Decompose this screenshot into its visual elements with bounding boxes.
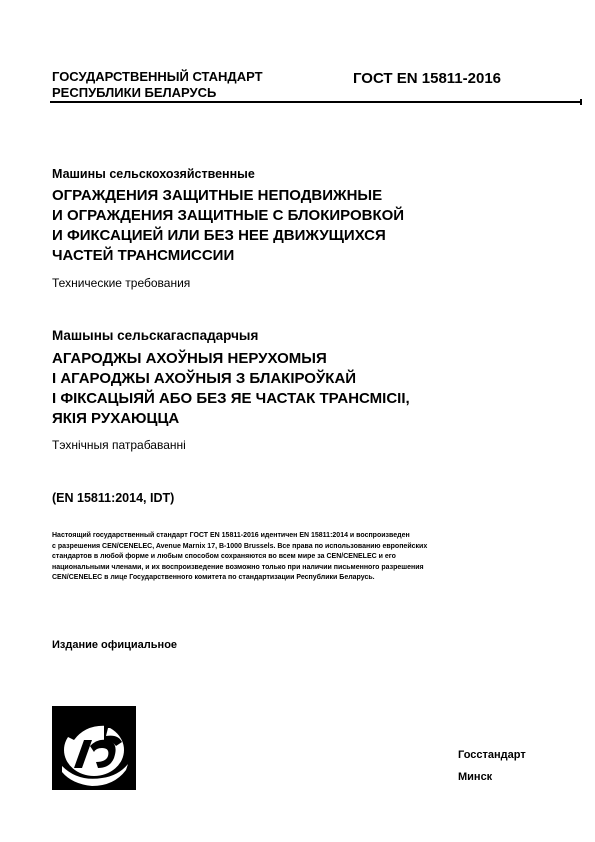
requirements-ru: Технические требования [52,276,191,290]
requirements-by: Тэхнічныя патрабаванні [52,438,186,452]
header-rule-tick [580,99,582,105]
title-ru: ОГРАЖДЕНИЯ ЗАЩИТНЫЕ НЕПОДВИЖНЫЕ И ОГРАЖДЕНИЯ ЗАЩИТНЫЕ С БЛОКИРОВКОЙ И ФИКСАЦИЕЙ ИЛИ БЕЗ НЕЕ ДВИЖУЩИХСЯ ЧАСТЕЙ ТРАНСМИССИИ [52,187,405,264]
category-ru: Машины сельскохозяйственные [52,167,255,181]
issuer: ГОСУДАРСТВЕННЫЙ СТАНДАРТ РЕСПУБЛИКИ БЕЛАРУСЬ [52,69,263,100]
gosstandart-logo-icon [52,706,136,790]
logo-graphic [52,706,136,790]
publisher-name: Госстандарт [458,749,526,761]
title-by: АГАРОДЖЫ АХОЎНЫЯ НЕРУХОМЫЯ І АГАРОДЖЫ АХОЎНЫЯ З БЛАКІРОЎКАЙ І ФІКСАЦЫЯЙ АБО БЕЗ ЯЕ ЧАСТАК ТРАНСМІСІІ, ЯКІЯ РУХАЮЦЦА [52,350,410,427]
legal-notice: Настоящий государственный стандарт ГОСТ EN 15811-2016 идентичен EN 15811:2014 и воспроизведен с разрешения CEN/CENELEC, Avenue Marnix 17, B-1000 Brussels. Все права по использованию европейских стандартов в любой форме и любым способом сохраняются во всем мире за CEN/CENELEC и его национальными членами, и их воспроизведение возможно только при наличии письменного разрешения CEN/CENELEC в лице Государственного комитета по стандартизации Республики Беларусь. [52,532,428,582]
publisher [458,744,526,788]
publisher-city: Минск [458,771,493,783]
header-rule [50,101,582,103]
identity-note: (EN 15811:2014, IDT) [52,491,175,505]
standard-code: ГОСТ EN 15811-2016 [353,70,502,87]
edition-label: Издание официальное [52,639,178,651]
category-by: Машыны сельскагаспадарчыя [52,328,259,343]
